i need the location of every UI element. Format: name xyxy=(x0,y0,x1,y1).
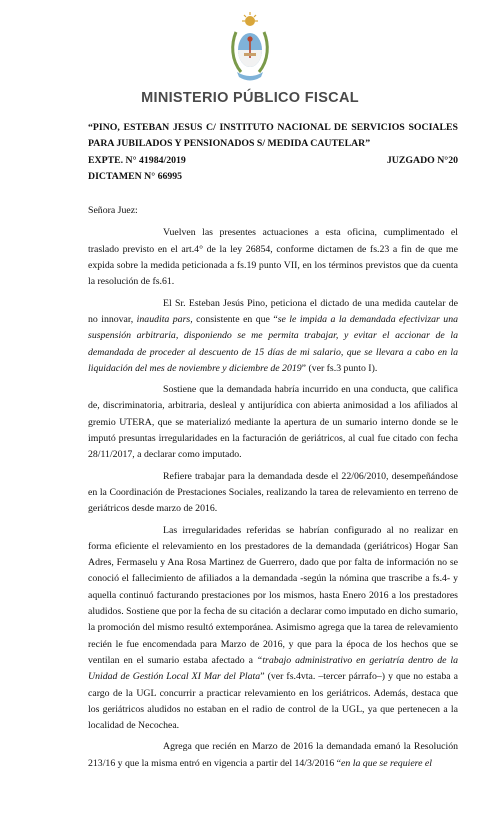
paragraph-2: El Sr. Esteban Jesús Pino, peticiona el dictado de una medida cautelar de no innovar, inaudita pars, consistente en que “se le impida a la demandada efectivizar una suspensión arbitraria, disponiendo se me permita trabajar, y evitar el accionar de la demandada de proceder al descuento de 15 días de mi salario, que se llevara a cabo en la liquidación del mes de noviembre y diciembre de 2019” (ver fs.3 punto I). xyxy=(88,297,458,374)
document-body xyxy=(88,120,458,777)
case-caption xyxy=(88,120,458,185)
ministry-name: MINISTERIO PÚBLICO FISCAL xyxy=(141,90,359,106)
paragraph-6: Agrega que recién en Marzo de 2016 la demandada emanó la Resolución 213/16 y que la misma entró en vigencia a partir del 14/3/2016 “en la que se requiere el xyxy=(88,741,458,769)
paragraph-3: Sostiene que la demandada habría incurrido en una conducta, que califica de, discriminatoria, arbitraria, desleal y antijurídica con abierta animosidad a los afiliados al gremio UTERA, que se materializó mediante la apertura de un sumario interno donde se le imputó presuntas irregularidades en la facturación de geriátricos, al cual fue citado con fecha 28/11/2017, a declarar como imputado. xyxy=(88,384,458,461)
salutation: Señora Juez: xyxy=(88,205,138,217)
paragraph-1: Vuelven las presentes actuaciones a esta oficina, cumplimentado el traslado previsto en el art.4° de la ley 26854, conforme dictamen de fs.23 a fin de que me expida sobre la medida peticionada a fs.19 punto VII, en los términos previstos que da cuenta la resolución de fs.61. xyxy=(88,227,458,288)
opinion-number: DICTAMEN N° 66995 xyxy=(88,170,183,182)
case-file-number: EXPTE. N° 41984/2019 xyxy=(88,154,186,166)
case-numbers-row xyxy=(88,153,458,169)
court-number: JUZGADO N°20 xyxy=(386,154,458,166)
coat-of-arms-icon xyxy=(227,10,273,88)
letterhead xyxy=(0,10,500,106)
case-title: “PINO, ESTEBAN JESUS C/ INSTITUTO NACIONAL DE SERVICIOS SOCIALES PARA JUBILADOS Y PENSIONADOS S/ MEDIDA CAUTELAR” xyxy=(88,122,458,150)
paragraph-5: Las irregularidades referidas se habrían configurado al no realizar en forma eficiente el relevamiento en los prestadores de la demandada (geriátricos) Hogar San Adres, Fermaselu y Ana Rosa Martinez de Guerrero, dado que por falta de información no se conoció el fallecimiento de afiliados a la demandada -según la nómina que trascribe a fs.4- y aquella continuó facturando prestaciones por los mismos, hasta Enero 2016 a los prestadores aludidos. Sostiene que por la fecha de su citación a declarar como imputado en dicho sumario, la promoción del mismo resultó extemporánea. Asimismo agrega que la tarea de relevamiento recién le fue encomendada para Marzo de 2016, y que para la época de los hechos que se ventilan en el sumario estaba afectado a “trabajo administrativo en geriatría dentro de la Unidad de Gestión Local XI Mar del Plata” (ver fs.4vta. –tercer párrafo–) y que no estaba a cargo de la UGL concurrir a practicar relevamiento en los geriátricos. Además, destaca que los geriátricos aludidos no estaban en el radio de control de la UGL, ya que pertenecen a la localidad de Necochea. xyxy=(88,524,459,732)
paragraph-4: Refiere trabajar para la demandada desde el 22/06/2010, desempeñándose en la Coordinación de Prestaciones Sociales, realizando la tarea de relevamiento en terreno de geriátricos desde marzo de 2016. xyxy=(88,470,458,515)
